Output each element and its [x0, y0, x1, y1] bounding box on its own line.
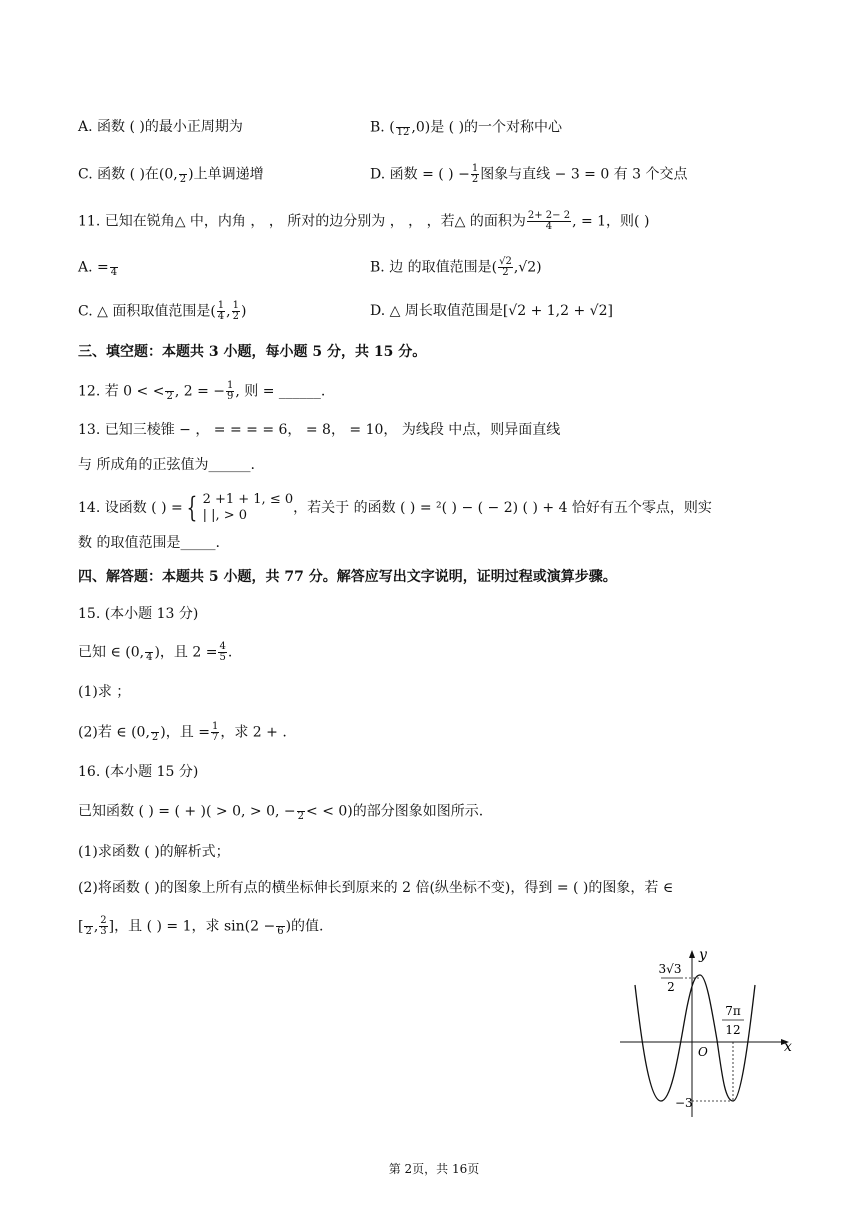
- q14-line-1: 14. 设函数 ( ) = { 2 +1 + 1, ≤ 0 | |, > 0 ，若关于 的函数 ( ) = ²( ) − ( − 2) ( ) + 4 恰好有五个零点，则实: [78, 491, 712, 524]
- q16-part-2-line-2: [ 2 , $\frac{2}{3}$ ]，且 ( ) = 1，求 sin(2 − 6 )的值.: [78, 915, 324, 937]
- q12: 12. 若 0 < < 2 , 2 = − $\frac{1}{9}$ , 则 = ______.: [78, 380, 326, 402]
- q16-part-1: (1)求函数 ( )的解析式；: [78, 844, 230, 860]
- origin-label: O: [698, 1045, 708, 1059]
- function-graph: [615, 945, 800, 1125]
- page-footer: 第 2页，共 16页: [388, 1162, 480, 1176]
- q16-header: 16. (本小题 15 分): [78, 764, 199, 780]
- q10-option-c: C. 函数 ( )在(0, 2 )上单调递增: [78, 164, 264, 185]
- q11-option-a: A. = 4: [78, 257, 119, 278]
- q11-stem: 11. 已知在锐角△ 中，内角 ， ， 所对的边分别为 ， ， ，若△ 的面积为 $\frac{2+ 2- 2}{4}$ , = 1，则( ): [78, 210, 650, 232]
- q15-header: 15. (本小题 13 分): [78, 606, 199, 622]
- x-point-label-denominator: 12: [725, 1023, 741, 1037]
- x-point-label-numerator: 7π: [725, 1004, 741, 1018]
- q10-option-d: D. 函数 = ( ) − $\frac{1}{2}$ 图象与直线 − 3 = 0 有 3 个交点: [370, 163, 688, 185]
- q11-option-d: D. △ 周长取值范围是[√2 + 1,2 + √2]: [370, 303, 613, 319]
- section-4-heading: 四、解答题：本题共 5 小题，共 77 分。解答应写出文字说明，证明过程或演算步骤。: [78, 569, 617, 585]
- function-curve: [635, 975, 755, 1101]
- q13-line-1: 13. 已知三棱锥 − ， = = = = 6， = 8， = 10， 为线段 中点，则异面直线: [78, 422, 561, 438]
- q13-line-2: 与 所成角的正弦值为______.: [78, 457, 255, 473]
- y-axis-label: y: [699, 947, 707, 963]
- max-value-label-denominator: 2: [667, 980, 675, 994]
- q10-option-a: A. 函数 ( )的最小正周期为: [78, 119, 243, 135]
- q16-part-2-line-1: (2)将函数 ( )的图象上所有点的横坐标伸长到原来的 2 倍(纵坐标不变)，得到 = ( )的图象，若 ∈: [78, 880, 674, 896]
- q11-option-c: C. △ 面积取值范围是( $\frac{1}{4}$ , $\frac{1}{2}$ ): [78, 300, 247, 322]
- max-value-label-numerator: 3√3: [658, 962, 682, 976]
- q15-part-1: (1)求 ；: [78, 684, 131, 700]
- q11-option-b: B. 边 的取值范围是( $\frac{√2}{2}$ ,√2): [370, 256, 542, 278]
- min-value-label: −3: [675, 1096, 693, 1110]
- q15-part-2: (2)若 ∈ (0, 2 )，且 = $\frac{1}{7}$ ，求 2 + .: [78, 721, 287, 743]
- y-axis-arrow: [689, 950, 695, 958]
- section-3-heading: 三、填空题：本题共 3 小题，每小题 5 分，共 15 分。: [78, 344, 427, 360]
- q15-given: 已知 ∈ (0, 4 )，且 2 = $\frac{4}{5}$ .: [78, 641, 233, 663]
- x-axis-label: x: [784, 1039, 792, 1055]
- q16-given: 已知函数 ( ) = ( + )( > 0, > 0, − 2 < < 0)的部分图象如图所示.: [78, 801, 483, 822]
- q10-option-b: B. ( 12 ,0)是 ( )的一个对称中心: [370, 117, 562, 138]
- q14-line-2: 数 的取值范围是_____.: [78, 535, 220, 551]
